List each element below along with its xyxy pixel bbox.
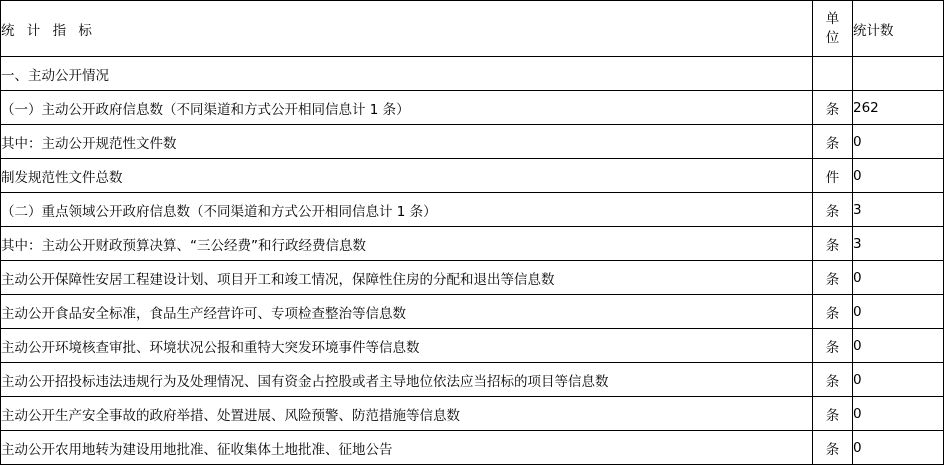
cell-unit: 条 <box>813 227 853 261</box>
table-row <box>1 193 944 227</box>
cell-value <box>853 57 944 91</box>
column-header-unit-line2: 位 <box>825 29 840 46</box>
cell-indicator: （二）重点领域公开政府信息数（不同渠道和方式公开相同信息计 1 条） <box>1 193 813 227</box>
cell-unit: 条 <box>813 295 853 329</box>
table-header-row <box>1 1 944 57</box>
cell-unit: 条 <box>813 397 853 431</box>
cell-value: 3 <box>853 227 944 261</box>
cell-value: 0 <box>853 397 944 431</box>
table-row <box>1 397 944 431</box>
column-header-unit-line1: 单 <box>825 11 840 28</box>
cell-indicator: 其中：主动公开规范性文件数 <box>1 125 813 159</box>
cell-unit: 件 <box>813 159 853 193</box>
table-row <box>1 295 944 329</box>
table-row <box>1 329 944 363</box>
cell-unit <box>813 57 853 91</box>
cell-value: 0 <box>853 295 944 329</box>
cell-unit: 条 <box>813 91 853 125</box>
table-row <box>1 431 944 465</box>
cell-value: 0 <box>853 125 944 159</box>
column-header-indicator: 统 计 指 标 <box>1 1 813 57</box>
table-row <box>1 57 944 91</box>
cell-value: 0 <box>853 329 944 363</box>
table-body <box>1 57 944 465</box>
cell-indicator: 主动公开保障性安居工程建设计划、项目开工和竣工情况，保障性住房的分配和退出等信息数 <box>1 261 813 295</box>
cell-unit: 条 <box>813 193 853 227</box>
table-row <box>1 261 944 295</box>
table-header <box>1 1 944 57</box>
cell-indicator: 主动公开环境核查审批、环境状况公报和重特大突发环境事件等信息数 <box>1 329 813 363</box>
cell-indicator: 一、主动公开情况 <box>1 57 813 91</box>
table-row <box>1 91 944 125</box>
cell-indicator: 主动公开食品安全标准，食品生产经营许可、专项检查整治等信息数 <box>1 295 813 329</box>
cell-value: 3 <box>853 193 944 227</box>
cell-indicator: （一）主动公开政府信息数（不同渠道和方式公开相同信息计 1 条） <box>1 91 813 125</box>
table-row <box>1 159 944 193</box>
table-row <box>1 227 944 261</box>
table-row <box>1 363 944 397</box>
column-header-value: 统计数 <box>853 1 944 57</box>
cell-value: 0 <box>853 261 944 295</box>
cell-value: 0 <box>853 159 944 193</box>
cell-value: 0 <box>853 431 944 465</box>
cell-unit: 条 <box>813 431 853 465</box>
cell-indicator: 主动公开招投标违法违规行为及处理情况、国有资金占控股或者主导地位依法应当招标的项目等信息数 <box>1 363 813 397</box>
table-row <box>1 125 944 159</box>
cell-value: 0 <box>853 363 944 397</box>
cell-indicator: 其中：主动公开财政预算决算、“三公经费”和行政经费信息数 <box>1 227 813 261</box>
cell-indicator: 制发规范性文件总数 <box>1 159 813 193</box>
cell-unit: 条 <box>813 261 853 295</box>
cell-value: 262 <box>853 91 944 125</box>
cell-unit: 条 <box>813 329 853 363</box>
column-header-unit <box>813 1 853 57</box>
cell-indicator: 主动公开生产安全事故的政府举措、处置进展、风险预警、防范措施等信息数 <box>1 397 813 431</box>
cell-unit: 条 <box>813 125 853 159</box>
cell-unit: 条 <box>813 363 853 397</box>
cell-indicator: 主动公开农用地转为建设用地批准、征收集体土地批准、征地公告 <box>1 431 813 465</box>
